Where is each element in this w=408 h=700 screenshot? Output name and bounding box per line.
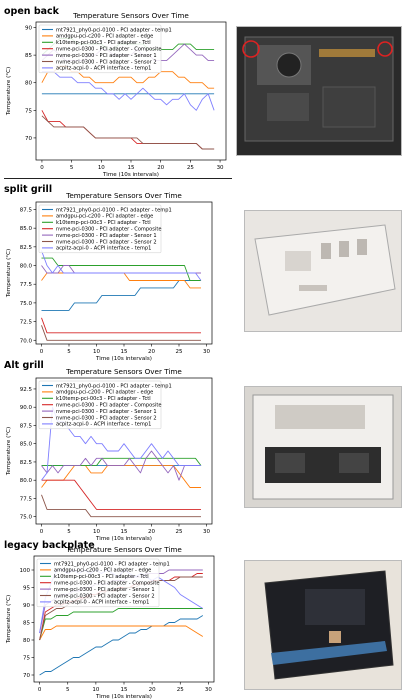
- legend-entry: nvme-pci-0300 - PCI adapter - Sensor 1: [54, 586, 155, 593]
- y-tick-label: 70.0: [19, 338, 32, 345]
- x-tick-label: 15: [120, 529, 128, 535]
- legacy-backplate-photo: [244, 560, 402, 690]
- y-axis-label: Temperature (°C): [6, 66, 12, 116]
- legend-entry: nvme-pci-0300 - PCI adapter - Sensor 1: [56, 232, 157, 239]
- x-tick-label: 25: [175, 349, 183, 355]
- y-tick-label: 85.0: [19, 441, 32, 448]
- y-tick-label: 90: [25, 25, 32, 32]
- legend-entry: mt7921_phy0-pci-0100 - PCI adapter - temp1: [56, 27, 172, 34]
- x-tick-label: 5: [67, 529, 71, 535]
- photo-placeholder: [237, 27, 401, 155]
- legend-entry: k10temp-pci-00c3 - PCI adapter - Tctl: [56, 220, 151, 227]
- y-tick-label: 70: [25, 135, 32, 142]
- y-tick-label: 100: [19, 568, 30, 574]
- y-tick-label: 75.0: [19, 300, 32, 307]
- x-tick-label: 0: [39, 529, 44, 535]
- x-tick-label: 15: [127, 165, 135, 171]
- y-tick-label: 77.5: [19, 282, 32, 289]
- photo-placeholder: [245, 387, 401, 507]
- y-tick-label: 85: [25, 53, 32, 60]
- x-tick-label: 0: [37, 687, 42, 693]
- x-axis-label: Time (10s intervals): [96, 694, 152, 700]
- y-tick-label: 87.5: [19, 207, 32, 214]
- legend-entry: nvme-pci-0300 - PCI adapter - Composite: [56, 46, 162, 53]
- legend-entry: nvme-pci-0300 - PCI adapter - Sensor 1: [56, 408, 157, 415]
- laptop-open-back-photo: [236, 26, 402, 156]
- legend-entry: acpitz-acpi-0 - ACPI interface - temp1: [54, 599, 150, 606]
- section-split-grill: [0, 180, 408, 362]
- y-axis-label: Temperature (°C): [6, 594, 12, 644]
- legend-entry: nvme-pci-0300 - PCI adapter - Sensor 2: [56, 415, 157, 422]
- legend-entry: k10temp-pci-00c3 - PCI adapter - Tctl: [56, 40, 151, 47]
- y-tick-label: 82.5: [19, 459, 32, 466]
- x-tick-label: 20: [148, 687, 156, 693]
- chart-title: Temperature Sensors Over Time: [66, 545, 182, 554]
- y-tick-label: 90.0: [19, 405, 32, 412]
- legend-entry: nvme-pci-0300 - PCI adapter - Sensor 2: [56, 239, 157, 246]
- legend-entry: nvme-pci-0300 - PCI adapter - Composite: [56, 402, 162, 409]
- legend-entry: nvme-pci-0300 - PCI adapter - Sensor 2: [56, 59, 157, 66]
- x-tick-label: 25: [176, 687, 184, 693]
- legend-entry: nvme-pci-0300 - PCI adapter - Sensor 2: [54, 593, 155, 600]
- section-label: legacy backplate: [4, 540, 95, 551]
- y-tick-label: 80.0: [19, 478, 32, 485]
- legend-entry: mt7921_phy0-pci-0100 - PCI adapter - temp1: [56, 383, 172, 390]
- legend-entry: nvme-pci-0300 - PCI adapter - Composite: [56, 226, 162, 233]
- x-tick-label: 20: [148, 349, 155, 355]
- y-tick-label: 75.0: [19, 514, 32, 521]
- legend-entry: acpitz-acpi-0 - ACPI interface - temp1: [56, 65, 152, 72]
- chart-title: Temperature Sensors Over Time: [73, 11, 189, 20]
- legend-entry: nvme-pci-0300 - PCI adapter - Sensor 1: [56, 52, 157, 59]
- legend-entry: mt7921_phy0-pci-0100 - PCI adapter - temp1: [56, 207, 172, 214]
- x-tick-label: 0: [40, 165, 44, 171]
- x-tick-label: 20: [148, 529, 155, 535]
- legend-entry: amdgpu-pci-c200 - PCI adapter - edge: [56, 213, 154, 220]
- chart-title: Temperature Sensors Over Time: [66, 367, 182, 376]
- y-tick-label: 80.0: [19, 263, 32, 270]
- x-tick-label: 30: [203, 529, 210, 535]
- y-tick-label: 75: [25, 108, 32, 115]
- legend-entry: acpitz-acpi-0 - ACPI interface - temp1: [56, 421, 152, 428]
- temperature-chart-open-back: [0, 0, 232, 178]
- x-tick-label: 5: [67, 349, 71, 355]
- section-alt-grill: [0, 356, 408, 542]
- section-label: split grill: [4, 184, 53, 195]
- temperature-chart-legacy-backplate: [0, 538, 232, 700]
- x-tick-label: 30: [204, 687, 212, 693]
- legend-entry: k10temp-pci-00c3 - PCI adapter - Tctl: [54, 574, 149, 581]
- x-tick-label: 0: [39, 349, 44, 355]
- y-tick-label: 87.5: [19, 423, 32, 430]
- y-axis-label: Temperature (°C): [6, 248, 12, 298]
- chart-title: Temperature Sensors Over Time: [66, 191, 182, 200]
- y-tick-label: 77.5: [19, 496, 32, 503]
- y-tick-label: 82.5: [19, 244, 32, 251]
- legend-entry: amdgpu-pci-c200 - PCI adapter - edge: [54, 567, 152, 574]
- y-axis-label: Temperature (°C): [6, 426, 12, 476]
- x-tick-label: 30: [216, 165, 224, 171]
- y-tick-label: 90: [23, 603, 30, 609]
- x-axis-label: Time (10s intervals): [103, 172, 159, 178]
- photo-placeholder: [245, 211, 401, 331]
- x-tick-label: 5: [69, 165, 74, 171]
- y-tick-label: 85.0: [19, 226, 32, 233]
- temperature-chart-alt-grill: [0, 356, 232, 542]
- x-tick-label: 10: [93, 349, 100, 355]
- x-tick-label: 10: [97, 165, 105, 171]
- split-grill-photo: [244, 210, 402, 332]
- legend-entry: amdgpu-pci-c200 - PCI adapter - edge: [56, 389, 154, 396]
- legend-entry: acpitz-acpi-0 - ACPI interface - temp1: [56, 245, 152, 252]
- legend-entry: mt7921_phy0-pci-0100 - PCI adapter - temp1: [54, 561, 170, 568]
- x-tick-label: 25: [175, 529, 183, 535]
- x-tick-label: 15: [120, 687, 128, 693]
- alt-grill-photo: [244, 386, 402, 508]
- x-tick-label: 20: [157, 165, 165, 171]
- x-axis-label: Time (10s intervals): [96, 356, 152, 362]
- legend-entry: k10temp-pci-00c3 - PCI adapter - Tctl: [56, 396, 151, 403]
- legend-entry: nvme-pci-0300 - PCI adapter - Composite: [54, 580, 160, 587]
- section-legacy-backplate: [0, 538, 408, 700]
- y-tick-label: 80: [23, 638, 30, 644]
- x-tick-label: 15: [120, 349, 128, 355]
- y-tick-label: 72.5: [19, 319, 32, 326]
- photo-placeholder: [245, 561, 401, 689]
- x-tick-label: 25: [186, 165, 194, 171]
- y-tick-label: 70: [23, 673, 30, 679]
- y-tick-label: 75: [23, 655, 30, 662]
- x-tick-label: 10: [93, 529, 100, 535]
- x-tick-label: 5: [66, 687, 70, 693]
- section-label: Alt grill: [4, 360, 44, 371]
- x-axis-label: Time (10s intervals): [96, 536, 152, 542]
- section-label: open back: [4, 6, 60, 17]
- legend-entry: amdgpu-pci-c200 - PCI adapter - edge: [56, 33, 154, 40]
- section-open-back: [0, 0, 408, 178]
- temperature-chart-split-grill: [0, 180, 232, 362]
- x-tick-label: 10: [92, 687, 100, 693]
- y-tick-label: 80: [25, 80, 32, 87]
- y-tick-label: 85: [23, 620, 30, 627]
- y-tick-label: 92.5: [19, 386, 32, 393]
- x-tick-label: 30: [203, 349, 210, 355]
- y-tick-label: 95: [23, 585, 30, 592]
- section-divider: [4, 178, 232, 179]
